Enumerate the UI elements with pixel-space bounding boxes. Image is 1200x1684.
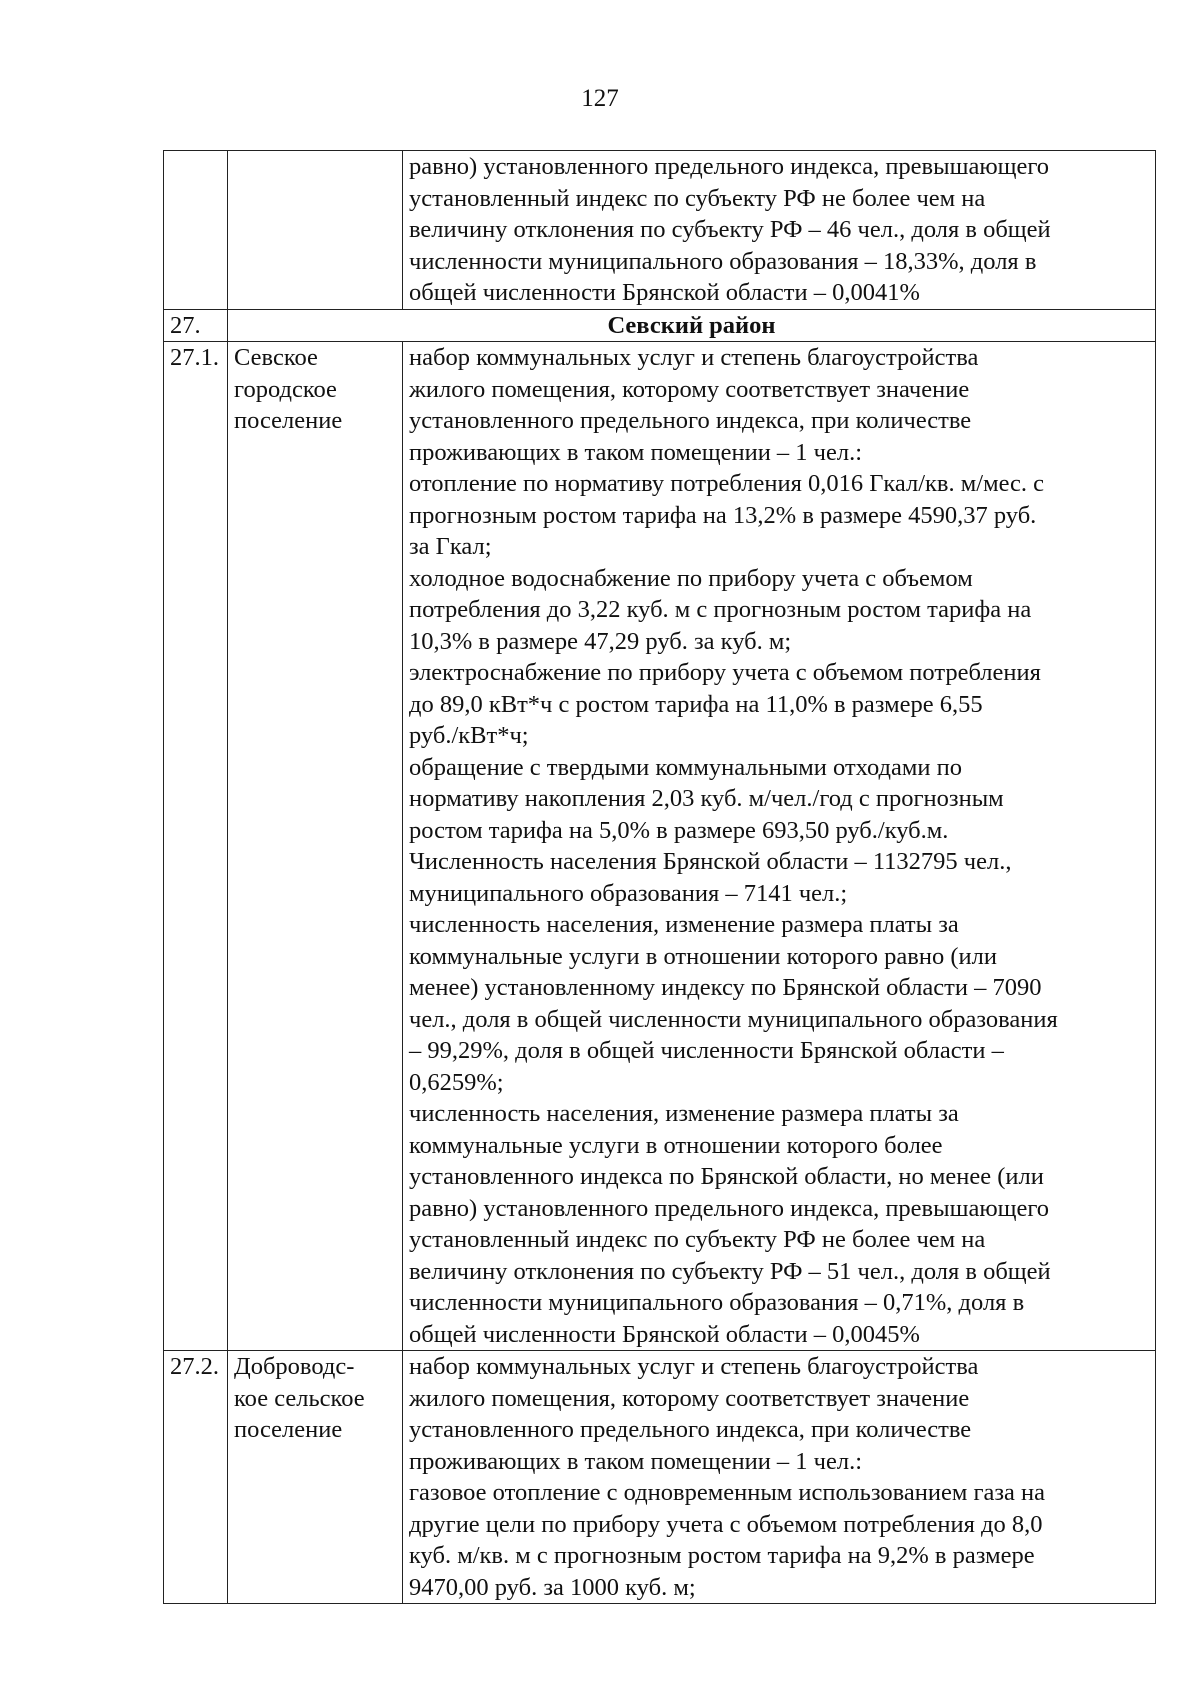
- description-cell: [403, 1351, 1156, 1604]
- text-line: – 99,29%, доля в общей численности Брянской области –: [409, 1037, 1004, 1064]
- row-number-cell: 27.1.: [164, 342, 228, 1351]
- text-line: поселение: [234, 407, 343, 434]
- text-line: жилого помещения, которому соответствует значение: [409, 375, 970, 403]
- text-line: 10,3% в размере 47,29 руб. за куб. м;: [409, 627, 792, 655]
- page-number: 127: [581, 85, 619, 112]
- text-line: куб. м/кв. м с прогнозным ростом тарифа на 9,2% в размере: [409, 1542, 1035, 1569]
- text-line: муниципального образования – 7141 чел.;: [409, 879, 848, 907]
- text-line: общей численности Брянской области – 0,0045%: [409, 1320, 920, 1348]
- text-line: нормативу накопления 2,03 куб. м/чел./год с прогнозным: [409, 785, 1004, 812]
- text-line: равно) установленного предельного индекса, превышающего: [409, 1194, 1050, 1222]
- text-line: руб./кВт*ч;: [409, 722, 529, 749]
- text-line: Численность населения Брянской области – 1132795 чел.,: [409, 848, 1012, 875]
- description-cell: [403, 342, 1156, 1351]
- text-line: проживающих в таком помещении – 1 чел.:: [409, 438, 863, 466]
- text-line: чел., доля в общей численности муниципального образования: [409, 1005, 1058, 1033]
- section-title: Севский район: [228, 309, 1156, 342]
- text-line: равно) установленного предельного индекса, превышающего: [409, 153, 1050, 180]
- text-line: проживающих в таком помещении – 1 чел.:: [409, 1447, 863, 1475]
- text-line: потребления до 3,22 куб. м с прогнозным ростом тарифа на: [409, 596, 1032, 623]
- text-line: поселение: [234, 1416, 343, 1443]
- text-line: холодное водоснабжение по прибору учета с объемом: [409, 564, 973, 592]
- text-line: набор коммунальных услуг и степень благоустройства: [409, 344, 979, 371]
- description-cell: [403, 151, 1156, 310]
- text-line: величину отклонения по субъекту РФ – 51 чел., доля в общей: [409, 1257, 1051, 1285]
- table-row-27-1: [164, 342, 1156, 1351]
- text-line: общей численности Брянской области – 0,0041%: [409, 279, 920, 306]
- text-line: кое сельское: [234, 1384, 365, 1412]
- text-line: 0,6259%;: [409, 1068, 504, 1096]
- text-line: установленного предельного индекса, при количестве: [409, 1416, 972, 1443]
- text-line: набор коммунальных услуг и степень благоустройства: [409, 1353, 979, 1380]
- text-line: численности муниципального образования – 0,71%, доля в: [409, 1289, 1025, 1316]
- text-line: обращение с твердыми коммунальными отходами по: [409, 753, 962, 781]
- table-row-27-2: [164, 1351, 1156, 1604]
- text-line: за Гкал;: [409, 533, 492, 560]
- text-line: 9470,00 руб. за 1000 куб. м;: [409, 1573, 696, 1601]
- text-line: до 89,0 кВт*ч с ростом тарифа на 11,0% в размере 6,55: [409, 690, 983, 718]
- municipal-index-table: [163, 150, 1156, 1604]
- text-line: электроснабжение по прибору учета с объемом потребления: [409, 659, 1041, 686]
- row-number-cell: [164, 151, 228, 310]
- text-line: отопление по нормативу потребления 0,016 Гкал/кв. м/мес. с: [409, 470, 1045, 497]
- text-line: прогнозным ростом тарифа на 13,2% в размере 4590,37 руб.: [409, 501, 1037, 529]
- text-line: коммунальные услуги в отношении которого более: [409, 1131, 943, 1159]
- text-line: Доброводс-: [234, 1353, 355, 1380]
- section-number: 27.: [164, 309, 228, 342]
- text-line: установленный индекс по субъекту РФ не более чем на: [409, 1226, 986, 1253]
- row-number-cell: 27.2.: [164, 1351, 228, 1604]
- text-line: Севское: [234, 344, 318, 371]
- municipality-name-cell: [228, 151, 403, 310]
- text-line: ростом тарифа на 5,0% в размере 693,50 руб./куб.м.: [409, 816, 949, 844]
- text-line: установленного предельного индекса, при количестве: [409, 407, 972, 434]
- text-line: установленного индекса по Брянской области, но менее (или: [409, 1163, 1044, 1190]
- text-line: газовое отопление с одновременным использованием газа на: [409, 1479, 1046, 1506]
- text-line: численность населения, изменение размера платы за: [409, 1100, 959, 1127]
- text-line: численность населения, изменение размера платы за: [409, 911, 959, 938]
- text-line: установленный индекс по субъекту РФ не более чем на: [409, 184, 986, 212]
- text-line: величину отклонения по субъекту РФ – 46 чел., доля в общей: [409, 216, 1051, 243]
- municipality-name-cell: [228, 342, 403, 1351]
- text-line: коммунальные услуги в отношении которого равно (или: [409, 942, 997, 970]
- text-line: жилого помещения, которому соответствует значение: [409, 1384, 970, 1412]
- municipality-name-cell: [228, 1351, 403, 1604]
- text-line: численности муниципального образования – 18,33%, доля в: [409, 247, 1037, 275]
- text-line: менее) установленному индексу по Брянской области – 7090: [409, 974, 1042, 1001]
- section-header-row: [164, 309, 1156, 342]
- table-row-continuation: [164, 151, 1156, 310]
- text-line: городское: [234, 375, 337, 403]
- text-line: другие цели по прибору учета с объемом потребления до 8,0: [409, 1510, 1043, 1538]
